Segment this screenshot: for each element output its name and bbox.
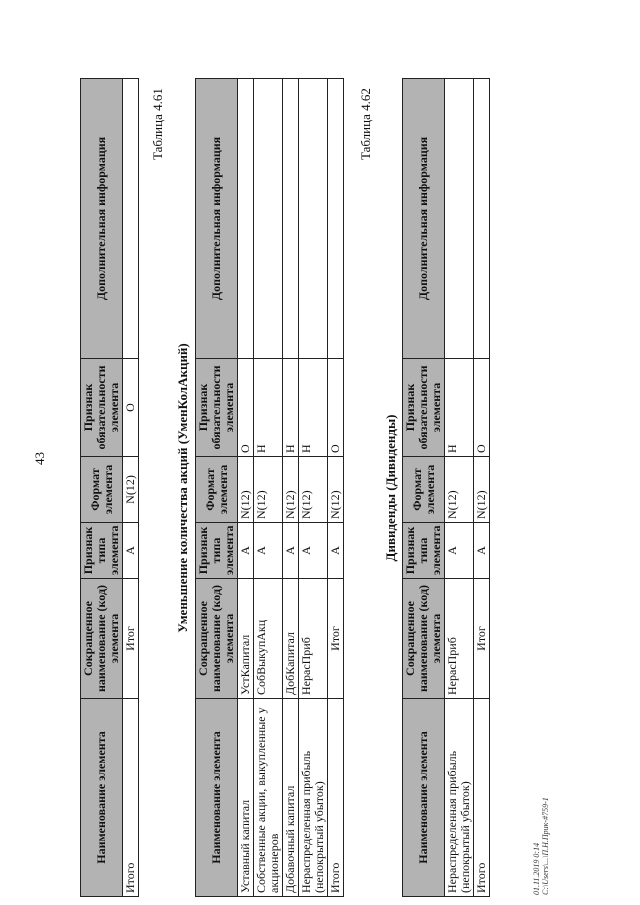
table-62-title: Дивиденды (Дивиденды) bbox=[383, 414, 398, 562]
cell-name: Собственные акции, выкупленные у акционеров bbox=[254, 699, 283, 897]
cell-name: Итого bbox=[474, 699, 490, 897]
cell-required: О bbox=[474, 359, 490, 457]
table-header-row bbox=[81, 79, 123, 897]
cell-code: Итог bbox=[123, 579, 139, 699]
cell-format: N(12) bbox=[445, 457, 474, 523]
table-61-title: Уменьшение количества акций (УменКолАкций) bbox=[175, 343, 190, 633]
cell-required: Н bbox=[299, 359, 328, 457]
table-row bbox=[283, 79, 299, 897]
cell-name: Добавочный капитал bbox=[283, 699, 299, 897]
cell-name: Нераспределенная прибыль (непокрытый убыток) bbox=[299, 699, 328, 897]
header-extra: Дополнительная информация bbox=[403, 79, 445, 359]
cell-extra bbox=[474, 79, 490, 359]
cell-type: А bbox=[238, 523, 254, 579]
table-row bbox=[445, 79, 474, 897]
cell-extra bbox=[123, 79, 139, 359]
header-required: Признак обязательности элемента bbox=[403, 359, 445, 457]
table-header-row bbox=[196, 79, 238, 897]
header-name: Наименование элемента bbox=[403, 699, 445, 897]
header-code: Сокращенное наименование (код) элемента bbox=[81, 579, 123, 699]
table-row bbox=[238, 79, 254, 897]
table-row bbox=[254, 79, 283, 897]
table-header-row bbox=[403, 79, 445, 897]
header-type: Признак типа элемента bbox=[403, 523, 445, 579]
file-stamp bbox=[532, 797, 550, 895]
cell-type: А bbox=[445, 523, 474, 579]
page-number: 43 bbox=[32, 452, 47, 465]
table-61 bbox=[195, 78, 344, 897]
cell-extra bbox=[254, 79, 283, 359]
cell-required: О bbox=[328, 359, 344, 457]
cell-type: А bbox=[123, 523, 139, 579]
cell-type: А bbox=[474, 523, 490, 579]
cell-name: Итого bbox=[328, 699, 344, 897]
header-format: Формат элемента bbox=[196, 457, 238, 523]
cell-type: А bbox=[283, 523, 299, 579]
cell-name: Итого bbox=[123, 699, 139, 897]
header-type: Признак типа элемента bbox=[81, 523, 123, 579]
table-61-caption: Таблица 4.61 bbox=[150, 88, 165, 160]
cell-format: N(12) bbox=[283, 457, 299, 523]
cell-required: Н bbox=[445, 359, 474, 457]
cell-code: Итог bbox=[328, 579, 344, 699]
cell-format: N(12) bbox=[328, 457, 344, 523]
cell-extra bbox=[328, 79, 344, 359]
header-extra: Дополнительная информация bbox=[81, 79, 123, 359]
cell-type: А bbox=[299, 523, 328, 579]
cell-extra bbox=[283, 79, 299, 359]
stamp-line-1: 01.11.2019 0:14 bbox=[532, 842, 541, 895]
table-62-caption: Таблица 4.62 bbox=[358, 88, 373, 160]
header-required: Признак обязательности элемента bbox=[81, 359, 123, 457]
cell-code: УстКапитал bbox=[238, 579, 254, 699]
cell-name: Уставный капитал bbox=[238, 699, 254, 897]
cell-required: О bbox=[238, 359, 254, 457]
cell-code: НерасПриб bbox=[299, 579, 328, 699]
header-name: Наименование элемента bbox=[81, 699, 123, 897]
cell-format: N(12) bbox=[474, 457, 490, 523]
table-62 bbox=[402, 78, 490, 897]
cell-extra bbox=[445, 79, 474, 359]
table-row bbox=[123, 79, 139, 897]
table-continued bbox=[80, 78, 139, 897]
cell-extra bbox=[238, 79, 254, 359]
cell-extra bbox=[299, 79, 328, 359]
cell-format: N(12) bbox=[238, 457, 254, 523]
cell-code: НерасПриб bbox=[445, 579, 474, 699]
cell-required: Н bbox=[283, 359, 299, 457]
cell-format: N(12) bbox=[123, 457, 139, 523]
header-name: Наименование элемента bbox=[196, 699, 238, 897]
cell-type: А bbox=[328, 523, 344, 579]
cell-code: Итог bbox=[474, 579, 490, 699]
table-row bbox=[299, 79, 328, 897]
header-code: Сокращенное наименование (код) элемента bbox=[403, 579, 445, 699]
header-format: Формат элемента bbox=[403, 457, 445, 523]
cell-format: N(12) bbox=[299, 457, 328, 523]
header-extra: Дополнительная информация bbox=[196, 79, 238, 359]
header-required: Признак обязательности элемента bbox=[196, 359, 238, 457]
header-code: Сокращенное наименование (код) элемента bbox=[196, 579, 238, 699]
cell-code: ДобКапитал bbox=[283, 579, 299, 699]
table-row bbox=[328, 79, 344, 897]
stamp-line-2: C:\Users\...\П.Н.Прик-#759-1 bbox=[541, 797, 550, 895]
cell-format: N(12) bbox=[254, 457, 283, 523]
cell-type: А bbox=[254, 523, 283, 579]
table-row bbox=[474, 79, 490, 897]
header-type: Признак типа элемента bbox=[196, 523, 238, 579]
cell-required: О bbox=[123, 359, 139, 457]
header-format: Формат элемента bbox=[81, 457, 123, 523]
cell-required: Н bbox=[254, 359, 283, 457]
cell-name: Нераспределенная прибыль (непокрытый убыток) bbox=[445, 699, 474, 897]
cell-code: СобВыкупАкц bbox=[254, 579, 283, 699]
